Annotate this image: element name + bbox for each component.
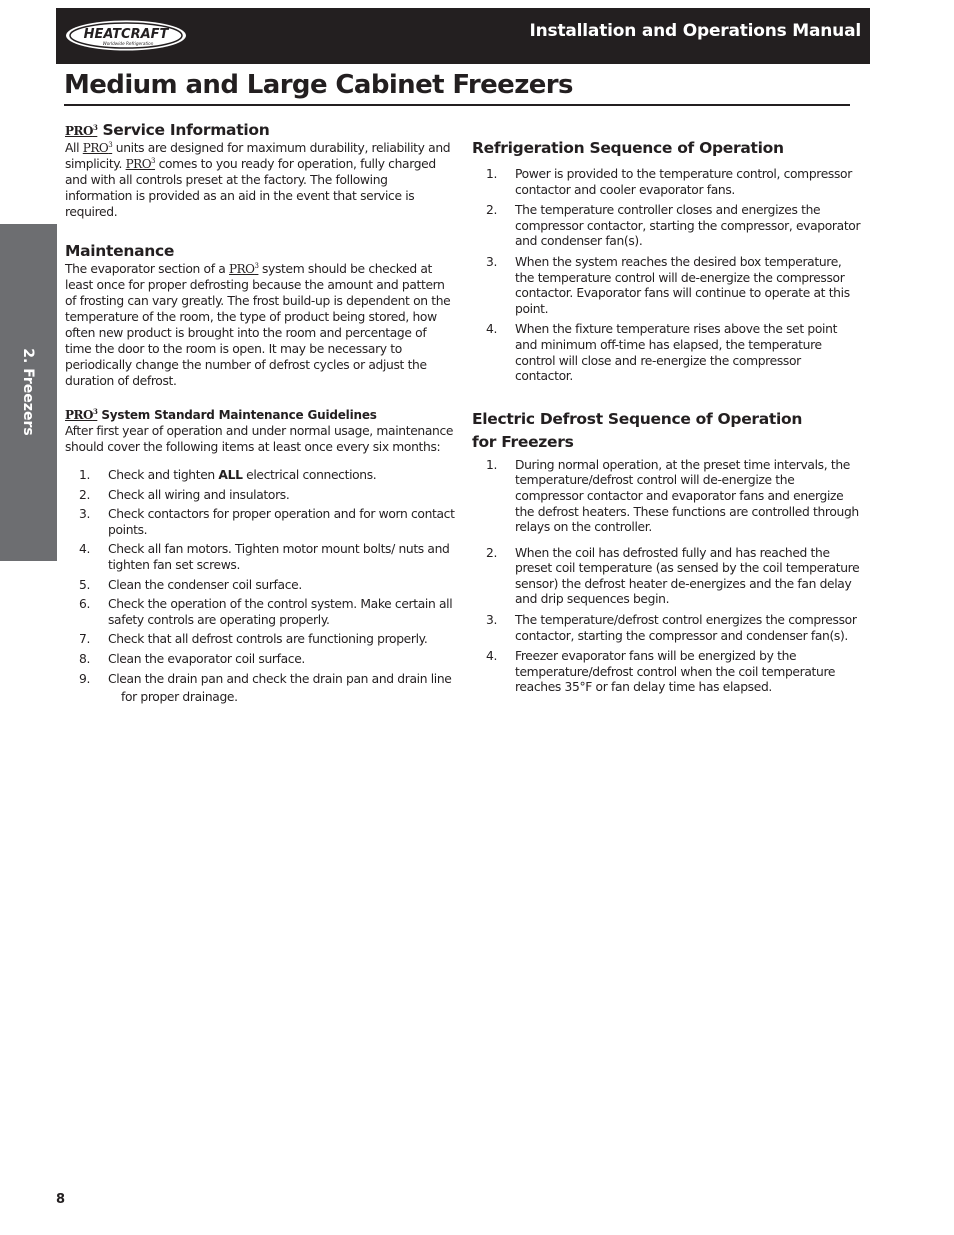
list-item: 7. Check that all defrost controls are functioning properly. xyxy=(79,632,428,647)
page-title: Medium and Large Cabinet Freezers xyxy=(64,70,573,100)
list-item: 1. Power is provided to the temperature control, compressor contactor and cooler evaporator fans. xyxy=(486,167,852,197)
list-item: 1. During normal operation, at the preset time intervals, the temperature/defrost control will de-energize the compressor contactor and evaporator fans and energize the defrost heaters. These functions are controlled through relays on the controller. xyxy=(486,457,859,535)
guidelines-intro: After first year of operation and under normal usage, maintenance should cover the following items at least once every six months: xyxy=(65,424,454,454)
maintenance-checklist xyxy=(65,468,455,706)
pro3-logo: PRO$^3$ xyxy=(82,141,113,155)
header-bar xyxy=(56,8,870,64)
page-number: 8 xyxy=(56,1192,66,1207)
service-info-heading: PRO$^3$ Service Information xyxy=(65,121,270,139)
svg-text:HEATCRAFT: HEATCRAFT xyxy=(83,27,169,42)
pro3-logo: PRO$^3$ xyxy=(125,157,156,171)
list-item: 3. Check contactors for proper operation and for worn contact points. xyxy=(79,507,455,537)
list-item: 3. The temperature/defrost control energizes the compressor contactor, starting the compressor and condenser fan(s). xyxy=(486,613,857,643)
pro3-logo: PRO$^3$ xyxy=(229,262,259,276)
side-tab-label: 2. Freezers xyxy=(20,348,36,436)
list-item: 4. Freezer evaporator fans will be energized by the temperature/defrost control when the coil temperature reaches 35°F or fan delay time has elapsed. xyxy=(486,649,836,695)
pro3-logo: PRO$^3$ xyxy=(65,407,98,422)
right-column xyxy=(472,139,862,701)
pro3-logo: PRO$^3$ xyxy=(65,123,98,138)
svg-text:Worldwide Refrigeration: Worldwide Refrigeration xyxy=(102,41,154,46)
maintenance-paragraph: The evaporator section of a PRO$^3$ system should be checked at least once for proper defrosting because the amount and pattern of frosting can vary greatly. The frost build-up is dependent on the temperature of the room, the type of product being stored, how often new product is brought into the room and percentage of time the door to the room is open. It may be necessary to periodically change the number of defrost cycles or adjust the duration of defrost. xyxy=(65,262,451,388)
list-item: 1. Check and tighten ALL electrical connections. xyxy=(79,468,377,482)
left-column xyxy=(65,121,455,710)
heatcraft-logo xyxy=(64,19,188,52)
refrigeration-steps xyxy=(472,167,862,385)
electric-defrost-steps xyxy=(472,458,862,696)
list-item: 4. When the fixture temperature rises above the set point and minimum off-time has elapsed, the temperature control will close and re-energize the compressor contactor. xyxy=(486,322,838,384)
refrigeration-heading: Refrigeration Sequence of Operation xyxy=(472,139,784,157)
list-item: 5. Clean the condenser coil surface. xyxy=(79,577,302,592)
maintenance-heading: Maintenance xyxy=(65,242,175,260)
list-item: 8. Clean the evaporator coil surface. xyxy=(79,651,305,666)
title-divider xyxy=(64,104,850,106)
list-item: 3. When the system reaches the desired box temperature, the temperature control will de-energize the compressor contactor. Evaporator fans will continue to operate at this point. xyxy=(486,254,850,316)
electric-defrost-heading: Electric Defrost Sequence of Operation for Freezers xyxy=(472,409,803,451)
list-item: 6. Check the operation of the control system. Make certain all safety controls are operating properly. xyxy=(79,597,453,627)
list-item: 2. When the coil has defrosted fully and has reached the preset coil temperature (as sensed by the coil temperature sensor) the defrost heater de-energizes and the fan delay and drip sequences begin. xyxy=(486,545,860,607)
list-item: 2. Check all wiring and insulators. xyxy=(79,487,290,502)
service-info-paragraph: All PRO$^3$ units are designed for maximum durability, reliability and simplicity. PRO$^3$ comes to you ready for operation, fully charged and with all controls preset at the factory. The following information is provided as an aid in the event that service is required. xyxy=(65,141,451,219)
list-item: 9. Clean the drain pan and check the drain pan and drain line for proper drainage. xyxy=(79,671,452,705)
list-item: 4. Check all fan motors. Tighten motor mount bolts/ nuts and tighten fan set screws. xyxy=(79,542,450,572)
list-item: 2. The temperature controller closes and energizes the compressor contactor, starting the compressor, evaporator and condenser fan(s). xyxy=(486,203,861,249)
section-side-tab xyxy=(0,224,57,561)
guidelines-heading: PRO$^3$ System Standard Maintenance Guidelines xyxy=(65,407,377,422)
manual-title: Installation and Operations Manual xyxy=(529,21,861,41)
